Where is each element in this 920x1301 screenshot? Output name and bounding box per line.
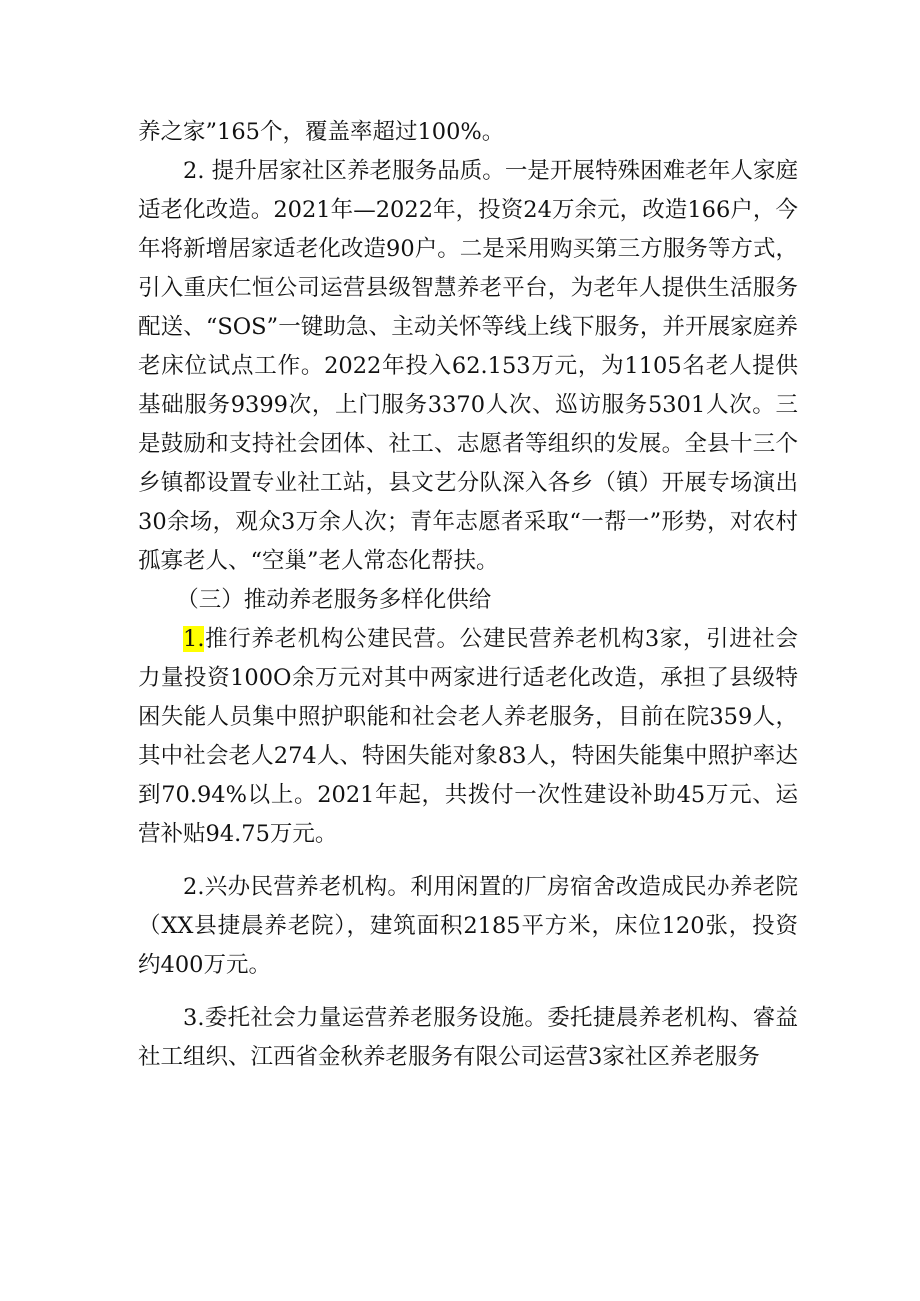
paragraph-private-institution: 2.兴办民营养老机构。利用闲置的厂房宿舍改造成民办养老院（XX县捷晨养老院），建筑面积2185平方米，床位120张，投资约400万元。 <box>138 874 798 978</box>
document-body <box>138 113 798 1077</box>
paragraph-continued: 养之家”165个，覆盖率超过100%。 <box>138 119 505 145</box>
paragraph-entrusted-operation: 3.委托社会力量运营养老服务设施。委托捷晨养老机构、睿益社工组织、江西省金秋养老服务有限公司运营3家社区养老服务 <box>138 1005 798 1070</box>
paragraph-public-private-operation <box>138 620 798 854</box>
paragraph-home-community-service: 2. 提升居家社区养老服务品质。一是开展特殊困难老年人家庭适老化改造。2021年—2022年，投资24万余元，改造166户，今年将新增居家适老化改造90户。二是采用购买第三方服务等方式，引入重庆仁恒公司运营县级智慧养老平台，为老年人提供生活服务配送、“SOS”一键助急、主动关怀等线上线下服务，并开展家庭养老床位试点工作。2022年投入62.153万元，为1105名老人提供基础服务9399次，上门服务3370人次、巡访服务5301人次。三是鼓励和支持社会团体、社工、志愿者等组织的发展。全县十三个乡镇都设置专业社工站，县文艺分队深入各乡（镇）开展专场演出30余场，观众3万余人次；青年志愿者采取“一帮一”形势，对农村孤寡老人、“空巢”老人常态化帮扶。 <box>138 158 798 574</box>
section-heading-three: （三）推动养老服务多样化供给 <box>176 587 492 613</box>
highlighted-list-marker: 1. <box>183 626 205 652</box>
paragraph-public-private-text: 推行养老机构公建民营。公建民营养老机构3家，引进社会力量投资100O余万元对其中两家进行适老化改造，承担了县级特困失能人员集中照护职能和社会老人养老服务，目前在院359人，其中社会老人274人、特困失能对象83人，特困失能集中照护率达到70.94%以上。2021年起，共拨付一次性建设补助45万元、运营补贴94.75万元。 <box>138 626 798 847</box>
